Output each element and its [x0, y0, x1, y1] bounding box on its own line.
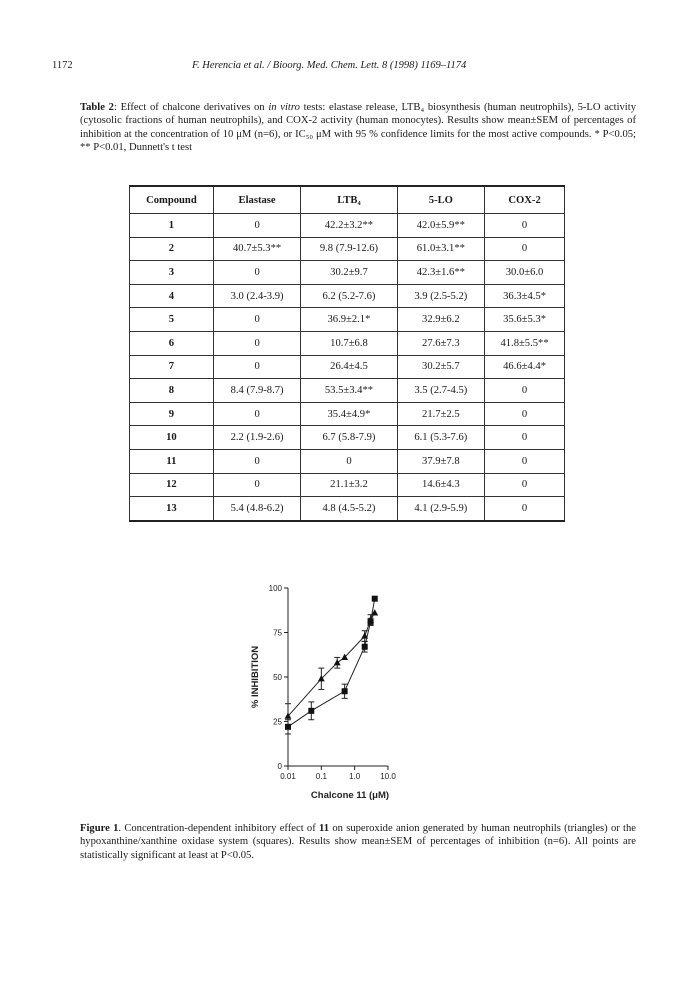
- table-cell: 42.0±5.9**: [397, 214, 485, 238]
- table-row: [130, 331, 565, 355]
- table-cell: 6.1 (5.3-7.6): [397, 426, 485, 450]
- table-cell: 5.4 (4.8-6.2): [213, 497, 301, 521]
- table-caption-text-2: tests: elastase release, LTB₄ biosynthesis (human neutrophils), 5-LO activity (cytosolic fractions of human neutrophils), and COX-2 activity (human monocytes). Results show mean±SEM of percentages of inhibition at the concentration of 10 μM (n=6), or IC₅₀ μM with 95 % confidence limits for the most active compounds. * P<0.05; ** P<0.01, Dunnett's t test: [80, 102, 636, 154]
- table-cell: 21.1±3.2: [301, 473, 397, 497]
- compound-cell: 1: [130, 214, 214, 238]
- table-caption-text-1: : Effect of chalcone derivatives on: [113, 102, 269, 113]
- data-point-square: [368, 619, 374, 625]
- column-header: Elastase: [213, 186, 301, 214]
- table-row: [130, 379, 565, 403]
- table-cell: 30.2±9.7: [301, 261, 397, 285]
- compound-cell: 6: [130, 331, 214, 355]
- table-cell: 4.8 (4.5-5.2): [301, 497, 397, 521]
- table-cell: 53.5±3.4**: [301, 379, 397, 403]
- table-cell: 40.7±5.3**: [213, 237, 301, 261]
- table-cell: 0: [485, 497, 565, 521]
- compound-cell: 5: [130, 308, 214, 332]
- x-tick-label: 10.0: [380, 772, 396, 781]
- table-cell: 6.2 (5.2-7.6): [301, 284, 397, 308]
- data-point-square: [285, 724, 291, 730]
- table-row: [130, 355, 565, 379]
- table-cell: 14.6±4.3: [397, 473, 485, 497]
- y-tick-label: 100: [268, 584, 282, 593]
- table-row: [130, 449, 565, 473]
- table-cell: 35.6±5.3*: [485, 308, 565, 332]
- compound-cell: 10: [130, 426, 214, 450]
- figure-1-chart: [226, 574, 492, 810]
- compound-cell: 9: [130, 402, 214, 426]
- table-cell: 42.3±1.6**: [397, 261, 485, 285]
- table-cell: 37.9±7.8: [397, 449, 485, 473]
- table-body: [130, 214, 565, 521]
- table-cell: 3.5 (2.7-4.5): [397, 379, 485, 403]
- running-head: F. Herencia et al. / Bioorg. Med. Chem. Lett. 8 (1998) 1169–1174: [192, 60, 467, 71]
- y-axis-title: % INHIBITION: [250, 645, 261, 709]
- compound-cell: 13: [130, 497, 214, 521]
- table-cell: 0: [213, 473, 301, 497]
- table-row: [130, 214, 565, 238]
- table-row: [130, 473, 565, 497]
- table-row: [130, 308, 565, 332]
- table-row: [130, 284, 565, 308]
- table-cell: 46.6±4.4*: [485, 355, 565, 379]
- figure-caption: [80, 822, 636, 862]
- table-cell: 36.9±2.1*: [301, 308, 397, 332]
- table-cell: 0: [485, 402, 565, 426]
- column-header: COX-2: [485, 186, 565, 214]
- table-cell: 3.9 (2.5-5.2): [397, 284, 485, 308]
- table-cell: 0: [485, 237, 565, 261]
- table-cell: 0: [213, 308, 301, 332]
- chart-svg: [226, 574, 492, 810]
- results-table: [129, 185, 565, 522]
- table-cell: 0: [485, 379, 565, 403]
- x-tick-label: 1.0: [349, 772, 361, 781]
- table-row: [130, 261, 565, 285]
- data-point-triangle: [334, 659, 341, 665]
- table-cell: 0: [213, 449, 301, 473]
- data-point-square: [342, 688, 348, 694]
- table-cell: 42.2±3.2**: [301, 214, 397, 238]
- compound-cell: 8: [130, 379, 214, 403]
- table-cell: 36.3±4.5*: [485, 284, 565, 308]
- table-cell: 41.8±5.5**: [485, 331, 565, 355]
- table-cell: 26.4±4.5: [301, 355, 397, 379]
- table-cell: 27.6±7.3: [397, 331, 485, 355]
- table-row: [130, 426, 565, 450]
- x-tick-label: 0.1: [315, 772, 327, 781]
- table-cell: 0: [485, 426, 565, 450]
- figure-caption-text-1: . Concentration-dependent inhibitory effect of: [118, 823, 320, 834]
- table-header-row: [130, 186, 565, 214]
- data-point-square: [308, 708, 314, 714]
- compound-cell: 7: [130, 355, 214, 379]
- table-cell: 6.7 (5.8-7.9): [301, 426, 397, 450]
- table-cell: 0: [301, 449, 397, 473]
- table-row: [130, 402, 565, 426]
- figure-caption-bold: 11: [319, 823, 330, 834]
- table-cell: 0: [485, 473, 565, 497]
- y-tick-label: 50: [273, 673, 282, 682]
- column-header: LTB₄: [301, 186, 397, 214]
- x-tick-label: 0.01: [280, 772, 296, 781]
- column-header: Compound: [130, 186, 214, 214]
- table-cell: 0: [213, 214, 301, 238]
- table-cell: 30.0±6.0: [485, 261, 565, 285]
- compound-cell: 3: [130, 261, 214, 285]
- y-tick-label: 0: [277, 762, 282, 771]
- compound-cell: 2: [130, 237, 214, 261]
- table-cell: 0: [213, 355, 301, 379]
- table-cell: 61.0±3.1**: [397, 237, 485, 261]
- table-cell: 9.8 (7.9-12.6): [301, 237, 397, 261]
- table-cell: 21.7±2.5: [397, 402, 485, 426]
- table-cell: 8.4 (7.9-8.7): [213, 379, 301, 403]
- data-point-square: [362, 644, 368, 650]
- page-header: [52, 60, 652, 74]
- table-cell: 0: [213, 261, 301, 285]
- table-cell: 32.9±6.2: [397, 308, 485, 332]
- column-header: 5-LO: [397, 186, 485, 214]
- table-caption: [80, 101, 636, 155]
- compound-cell: 11: [130, 449, 214, 473]
- table-cell: 2.2 (1.9-2.6): [213, 426, 301, 450]
- table-cell: 35.4±4.9*: [301, 402, 397, 426]
- compound-cell: 4: [130, 284, 214, 308]
- table-cell: 0: [485, 449, 565, 473]
- table-cell: 10.7±6.8: [301, 331, 397, 355]
- table-caption-label: Table 2: [80, 102, 114, 113]
- table-cell: 30.2±5.7: [397, 355, 485, 379]
- table-caption-italic: in vitro: [268, 102, 300, 113]
- table-cell: 0: [213, 331, 301, 355]
- page-number: 1172: [52, 60, 73, 71]
- figure-caption-text-2: on superoxide anion generated by human neutrophils (triangles) or the hypoxanthine/xanthine oxidase system (squares). Results show mean±SEM of percentages of inhibition (n=6). All points are statistically significant at least at P<0.05.: [80, 823, 636, 861]
- y-tick-label: 75: [273, 628, 282, 638]
- table-cell: 0: [485, 214, 565, 238]
- series-line-square: [288, 599, 375, 727]
- figure-caption-label: Figure 1: [80, 823, 119, 834]
- compound-cell: 12: [130, 473, 214, 497]
- table-row: [130, 497, 565, 521]
- table-row: [130, 237, 565, 261]
- x-axis-title: Chalcone 11 (μM): [310, 790, 390, 801]
- series-line-triangle: [288, 613, 375, 716]
- data-point-square: [372, 596, 378, 602]
- y-tick-label: 25: [273, 717, 282, 727]
- table-cell: 3.0 (2.4-3.9): [213, 284, 301, 308]
- table-cell: 4.1 (2.9-5.9): [397, 497, 485, 521]
- table-cell: 0: [213, 402, 301, 426]
